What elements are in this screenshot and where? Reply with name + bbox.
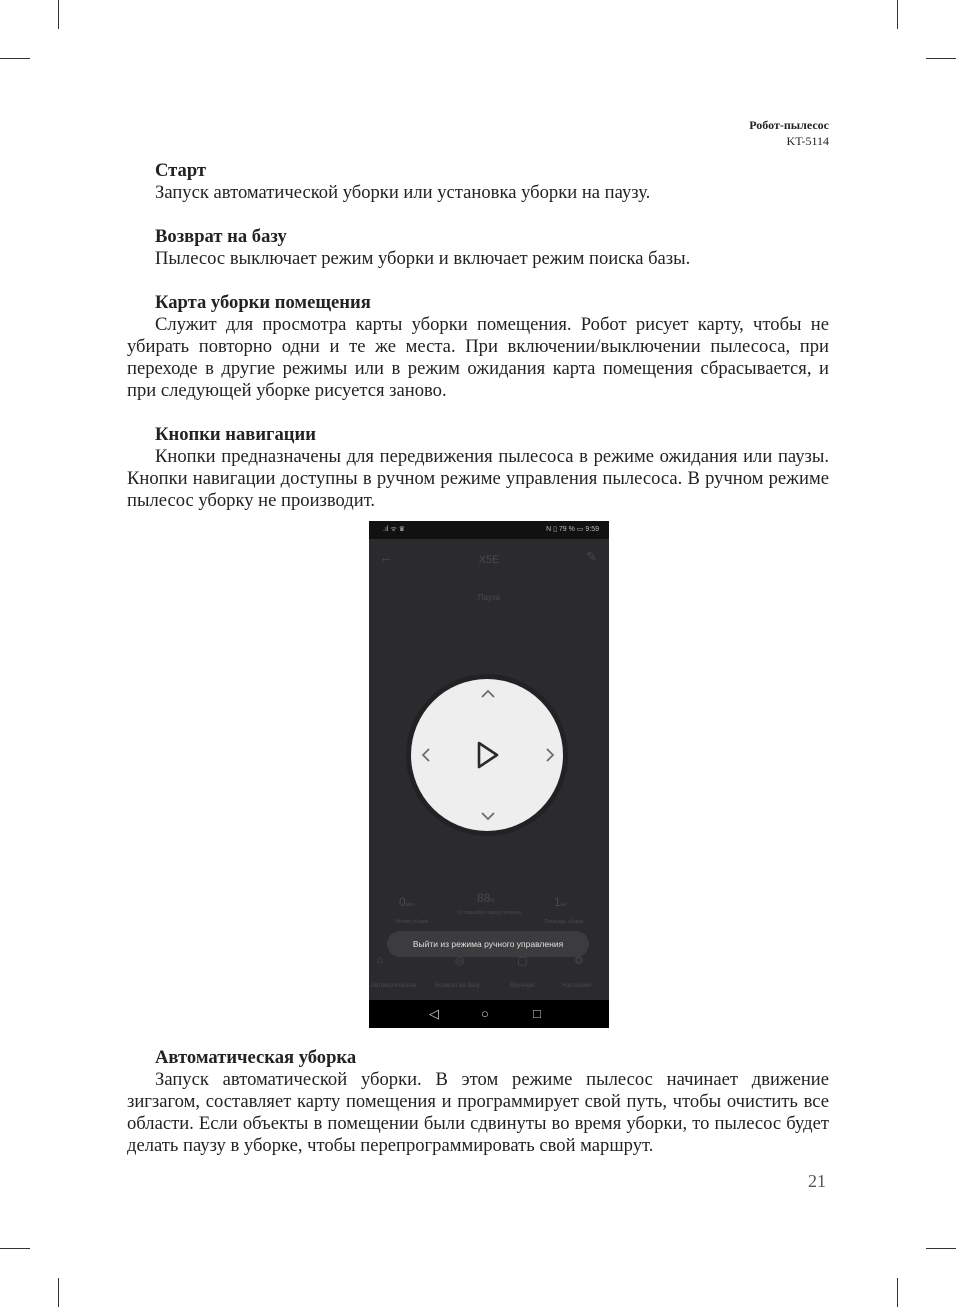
stat-area bbox=[554, 895, 567, 909]
header-title: Робот-пылесос bbox=[749, 118, 829, 132]
back-icon[interactable]: ← bbox=[379, 549, 393, 565]
stat-time bbox=[399, 895, 415, 909]
stat-label: Площадь уборки bbox=[544, 919, 584, 925]
running-header bbox=[749, 117, 829, 149]
robot-status: Пауза bbox=[477, 593, 501, 602]
exit-manual-toast[interactable]: Выйти из режима ручного управления bbox=[387, 931, 589, 957]
section-paragraph: Запуск автоматической уборки или установка уборки на паузу. bbox=[155, 182, 651, 203]
return-base-icon[interactable]: ◎ bbox=[455, 955, 465, 967]
crop-mark bbox=[897, 1278, 898, 1307]
pencil-icon[interactable]: ✎ bbox=[586, 549, 597, 564]
tab-manual[interactable]: Вручную bbox=[510, 983, 535, 989]
nav-home-icon[interactable]: ○ bbox=[481, 1006, 489, 1021]
status-right: N ▯ 79 % ▭ 9:59 bbox=[546, 526, 599, 533]
stat-value: 88 bbox=[477, 891, 491, 905]
status-bar bbox=[369, 521, 609, 539]
crop-mark bbox=[58, 1278, 59, 1307]
down-arrow-button[interactable] bbox=[480, 811, 496, 823]
stat-label: Время уборки bbox=[395, 919, 429, 925]
nav-back-icon[interactable]: ◁ bbox=[429, 1006, 439, 1021]
crop-mark bbox=[0, 1248, 30, 1249]
page-number: 21 bbox=[808, 1171, 826, 1191]
settings-gear-icon[interactable]: ⚙ bbox=[574, 955, 584, 967]
nav-recents-icon[interactable]: □ bbox=[533, 1006, 541, 1021]
section-heading: Старт bbox=[155, 160, 207, 181]
header-model: KT-5114 bbox=[786, 134, 829, 148]
section-heading: Автоматическая уборка bbox=[155, 1047, 357, 1068]
app-screenshot bbox=[369, 521, 609, 1028]
right-arrow-button[interactable] bbox=[545, 747, 557, 763]
crop-mark bbox=[58, 0, 59, 29]
stat-unit: м2 bbox=[560, 902, 567, 908]
stat-value: 1 bbox=[554, 895, 561, 909]
stat-battery bbox=[477, 891, 495, 905]
crop-mark bbox=[926, 58, 956, 59]
text-top bbox=[127, 160, 829, 512]
tab-settings[interactable]: Настройки bbox=[562, 983, 592, 989]
stat-unit: % bbox=[490, 898, 495, 904]
section-heading: Возврат на базу bbox=[155, 226, 287, 247]
stat-value: 0 bbox=[399, 895, 406, 909]
stat-unit: мин bbox=[405, 902, 415, 908]
section-paragraph: Кнопки предназначены для передвижения пылесоса в режиме ожидания или паузы. Кнопки навигации доступны в ручном режиме управления пылесоса. В ручном режиме пылесос уборку не производит. bbox=[127, 446, 829, 511]
status-left: .ıl ᯤ ♛ bbox=[383, 526, 406, 533]
tab-return[interactable]: Возврат на базу bbox=[435, 983, 480, 989]
section-heading: Кнопки навигации bbox=[155, 424, 316, 445]
auto-clean-icon[interactable]: ⌂ bbox=[377, 954, 384, 966]
stat-label: Оставшийся заряд батареи bbox=[457, 910, 521, 916]
section-paragraph: Пылесос выключает режим уборки и включает режим поиска базы. bbox=[155, 248, 691, 269]
section-paragraph: Запуск автоматической уборки. В этом режиме пылесос начинает движение зигзагом, составляет карту помещения и программирует свой путь, чтобы очистить все области. Если объекты в помещении были сдвинуты во время уборки, то пылесос будет делать паузу в уборке, чтобы перепрограммировать свой маршрут. bbox=[127, 1069, 829, 1156]
crop-mark bbox=[897, 0, 898, 29]
tab-auto[interactable]: Автоматическая bbox=[371, 983, 417, 989]
crop-mark bbox=[926, 1248, 956, 1249]
section-heading: Карта уборки помещения bbox=[155, 292, 371, 313]
crop-mark bbox=[0, 58, 30, 59]
section-paragraph: Служит для просмотра карты уборки помещения. Робот рисует карту, чтобы не убирать повторно одни и те же места. При включении/выключении пылесоса, при переходе в другие режимы или в режим ожидания карта помещения сбрасывается, и при следующей уборке рисуется заново. bbox=[127, 314, 829, 401]
app-title: X5E bbox=[478, 554, 500, 566]
text-bottom bbox=[127, 1047, 829, 1157]
manual-icon[interactable]: ▢ bbox=[517, 955, 528, 967]
up-arrow-button[interactable] bbox=[480, 687, 496, 699]
android-navbar bbox=[369, 1000, 609, 1028]
left-arrow-button[interactable] bbox=[419, 747, 431, 763]
play-icon[interactable] bbox=[472, 740, 502, 770]
